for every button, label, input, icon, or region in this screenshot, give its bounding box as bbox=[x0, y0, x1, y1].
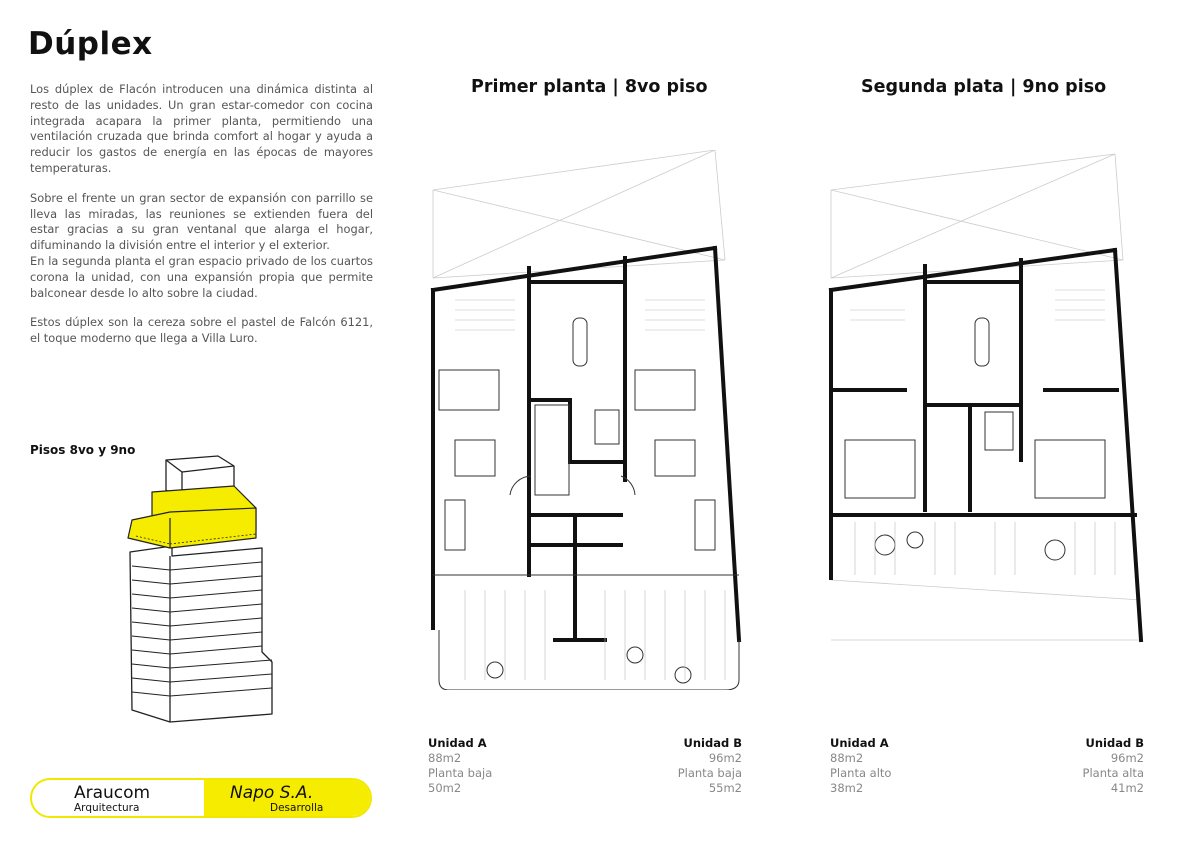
unit-name: Unidad A bbox=[830, 736, 889, 750]
architect-credit bbox=[32, 780, 204, 816]
first-unit-b-info bbox=[650, 736, 742, 796]
unit-name: Unidad B bbox=[1085, 736, 1144, 750]
unit-floor: Planta baja bbox=[428, 766, 493, 780]
intro-text bbox=[30, 82, 373, 361]
intro-paragraph: Sobre el frente un gran sector de expansión con parrillo se lleva las miradas, las reuniones se extienden fuera del estar gracias a su gran ventanal que alarga el hogar, difuminando la división entre el interior y el exterior. bbox=[30, 190, 373, 253]
developer-role: Desarrolla bbox=[270, 802, 324, 814]
second-unit-b-info bbox=[1052, 736, 1144, 796]
unit-floor-area: 41m2 bbox=[1110, 781, 1144, 795]
intro-paragraph: Estos dúplex son la cereza sobre el pastel de Falcón 6121, el toque moderno que llega a Villa Luro. bbox=[30, 315, 373, 346]
first-floor-title: Primer planta | 8vo piso bbox=[471, 77, 708, 97]
unit-floor: Planta alta bbox=[1082, 766, 1144, 780]
unit-floor: Planta baja bbox=[677, 766, 742, 780]
unit-total-area: 96m2 bbox=[708, 751, 742, 765]
second-unit-a-info bbox=[830, 736, 891, 796]
second-floor-plan bbox=[825, 150, 1145, 650]
developer-name: Napo S.A. bbox=[230, 783, 314, 803]
first-unit-a-info bbox=[428, 736, 492, 796]
first-floor-plan bbox=[425, 150, 745, 690]
developer-credit bbox=[204, 780, 370, 816]
unit-floor: Planta alto bbox=[830, 766, 892, 780]
architect-role: Arquitectura bbox=[74, 802, 140, 814]
unit-total-area: 88m2 bbox=[830, 751, 864, 765]
pisos-label: Pisos 8vo y 9no bbox=[30, 443, 136, 457]
unit-floor-area: 55m2 bbox=[708, 781, 742, 795]
second-floor-title: Segunda plata | 9no piso bbox=[861, 77, 1107, 97]
architect-name: Araucom bbox=[74, 783, 151, 803]
unit-floor-area: 38m2 bbox=[830, 781, 864, 795]
unit-name: Unidad A bbox=[428, 736, 487, 750]
intro-paragraph: En la segunda planta el gran espacio privado de los cuartos corona la unidad, con una expansión propia que permite balconear desde lo alto sobre la ciudad. bbox=[30, 253, 373, 300]
intro-paragraph: Los dúplex de Flacón introducen una dinámica distinta al resto de las unidades. Un gran estar-comedor con cocina integrada acapara la primer planta, permitiendo una ventilación cruzada que brinda comfort al hogar y ayuda a reducir los gastos de energía en las épocas de mayores temperaturas. bbox=[30, 82, 373, 175]
page-title: Dúplex bbox=[28, 26, 153, 62]
unit-floor-area: 50m2 bbox=[428, 781, 462, 795]
building-isometric-diagram bbox=[122, 452, 282, 732]
credits-badge bbox=[30, 778, 372, 818]
unit-total-area: 96m2 bbox=[1110, 751, 1144, 765]
unit-name: Unidad B bbox=[683, 736, 742, 750]
unit-total-area: 88m2 bbox=[428, 751, 462, 765]
